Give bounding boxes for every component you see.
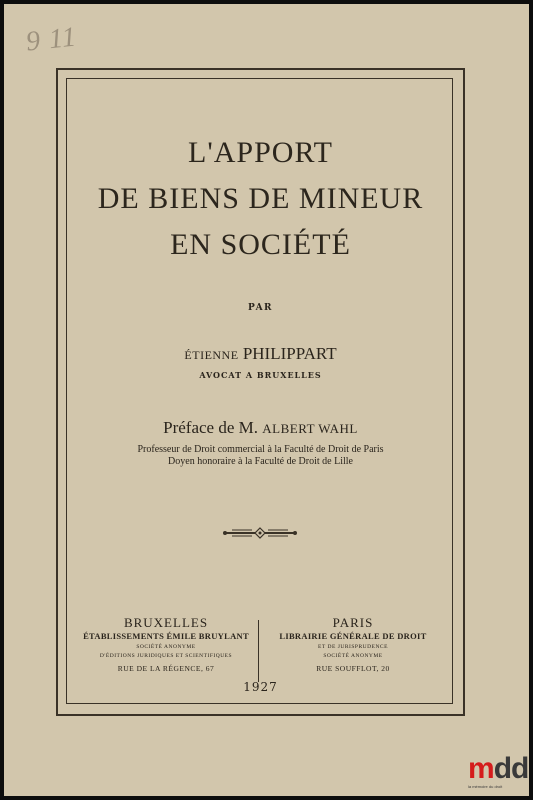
publication-year: 1927 xyxy=(243,680,278,694)
publisher-detail: SOCIÉTÉ ANONYME xyxy=(136,644,196,650)
preface-prefix: Préface de M. xyxy=(163,418,258,437)
publisher-address: RUE DE LA RÉGENCE, 67 xyxy=(117,664,215,673)
book-title xyxy=(66,130,455,268)
watermark-tagline: la mémoire du droit xyxy=(468,784,503,789)
title-line-3: EN SOCIÉTÉ xyxy=(170,228,351,261)
ornament-divider-icon xyxy=(222,527,298,539)
publisher-detail: D'ÉDITIONS JURIDIQUES ET SCIENTIFIQUES xyxy=(99,653,233,659)
title-line-1: L'APPORT xyxy=(188,136,333,169)
preface-heading xyxy=(66,418,455,438)
preface-line-1: Professeur de Droit commercial à la Faculté de Droit de Paris xyxy=(137,444,384,455)
publisher-house: ÉTABLISSEMENTS ÉMILE BRUYLANT xyxy=(83,631,249,641)
publisher-brussels xyxy=(76,616,256,677)
author-name xyxy=(66,344,455,364)
document-page xyxy=(4,4,529,796)
logo-letters-dd: dd xyxy=(493,752,529,785)
logo-letter-m: m xyxy=(468,752,494,785)
preface-author: ALBERT WAHL xyxy=(262,421,358,436)
watermark-logo xyxy=(468,754,528,784)
author-role: AVOCAT A BRUXELLES xyxy=(199,370,322,380)
author-last-name: PHILIPPART xyxy=(242,344,337,363)
author-first-name: ÉTIENNE xyxy=(184,348,239,362)
publisher-detail: SOCIÉTÉ ANONYME xyxy=(323,653,383,659)
byline: PAR xyxy=(247,303,274,313)
handwritten-note: 9 11 xyxy=(24,21,79,58)
publisher-detail: ET DE JURISPRUDENCE xyxy=(318,644,388,650)
publisher-city: BRUXELLES xyxy=(123,615,209,630)
publisher-paris xyxy=(260,616,446,677)
publisher-divider xyxy=(258,620,259,682)
publisher-address: RUE SOUFFLOT, 20 xyxy=(316,664,390,673)
publisher-house: LIBRAIRIE GÉNÉRALE DE DROIT xyxy=(279,631,427,641)
preface-credentials xyxy=(66,444,455,468)
preface-line-2: Doyen honoraire à la Faculté de Droit de Lille xyxy=(168,456,353,467)
publisher-city: PARIS xyxy=(332,615,374,630)
title-line-2: DE BIENS DE MINEUR xyxy=(97,182,424,215)
